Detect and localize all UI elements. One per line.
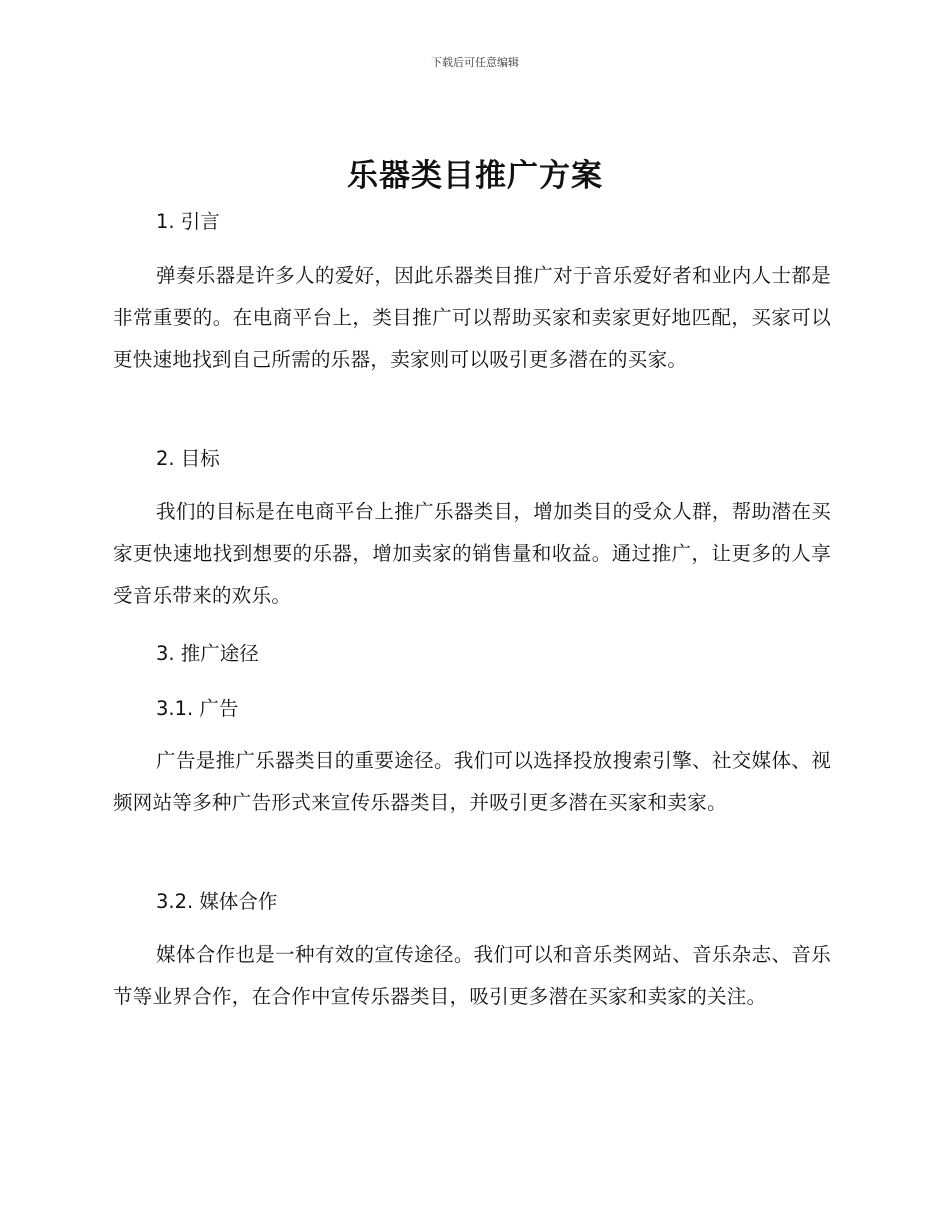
section-heading-introduction: 1. 引言 — [156, 210, 220, 233]
document-title: 乐器类目推广方案 — [347, 158, 603, 194]
page-header-note: 下载后可任意编辑 — [431, 56, 519, 69]
section-heading-media-partnership: 3.2. 媒体合作 — [156, 890, 278, 913]
section-heading-goals: 2. 目标 — [156, 447, 220, 470]
section-paragraph-advertising: 广告是推广乐器类目的重要途径。我们可以选择投放搜索引擎、社交媒体、视频网站等多种广告形式来宣传乐器类目，并吸引更多潜在买家和卖家。 — [113, 749, 831, 814]
section-paragraph-media-partnership: 媒体合作也是一种有效的宣传途径。我们可以和音乐类网站、音乐杂志、音乐节等业界合作，在合作中宣传乐器类目，吸引更多潜在买家和卖家的关注。 — [113, 943, 831, 1008]
section-heading-channels: 3. 推广途径 — [156, 642, 259, 665]
section-paragraph-goals: 我们的目标是在电商平台上推广乐器类目，增加类目的受众人群，帮助潜在买家更快速地找到想要的乐器，增加卖家的销售量和收益。通过推广，让更多的人享受音乐带来的欢乐。 — [113, 500, 831, 607]
section-paragraph-introduction: 弹奏乐器是许多人的爱好，因此乐器类目推广对于音乐爱好者和业内人士都是非常重要的。在电商平台上，类目推广可以帮助买家和卖家更好地匹配，买家可以更快速地找到自己所需的乐器，卖家则可以吸引更多潜在的买家。 — [113, 264, 831, 371]
section-heading-advertising: 3.1. 广告 — [156, 697, 239, 720]
